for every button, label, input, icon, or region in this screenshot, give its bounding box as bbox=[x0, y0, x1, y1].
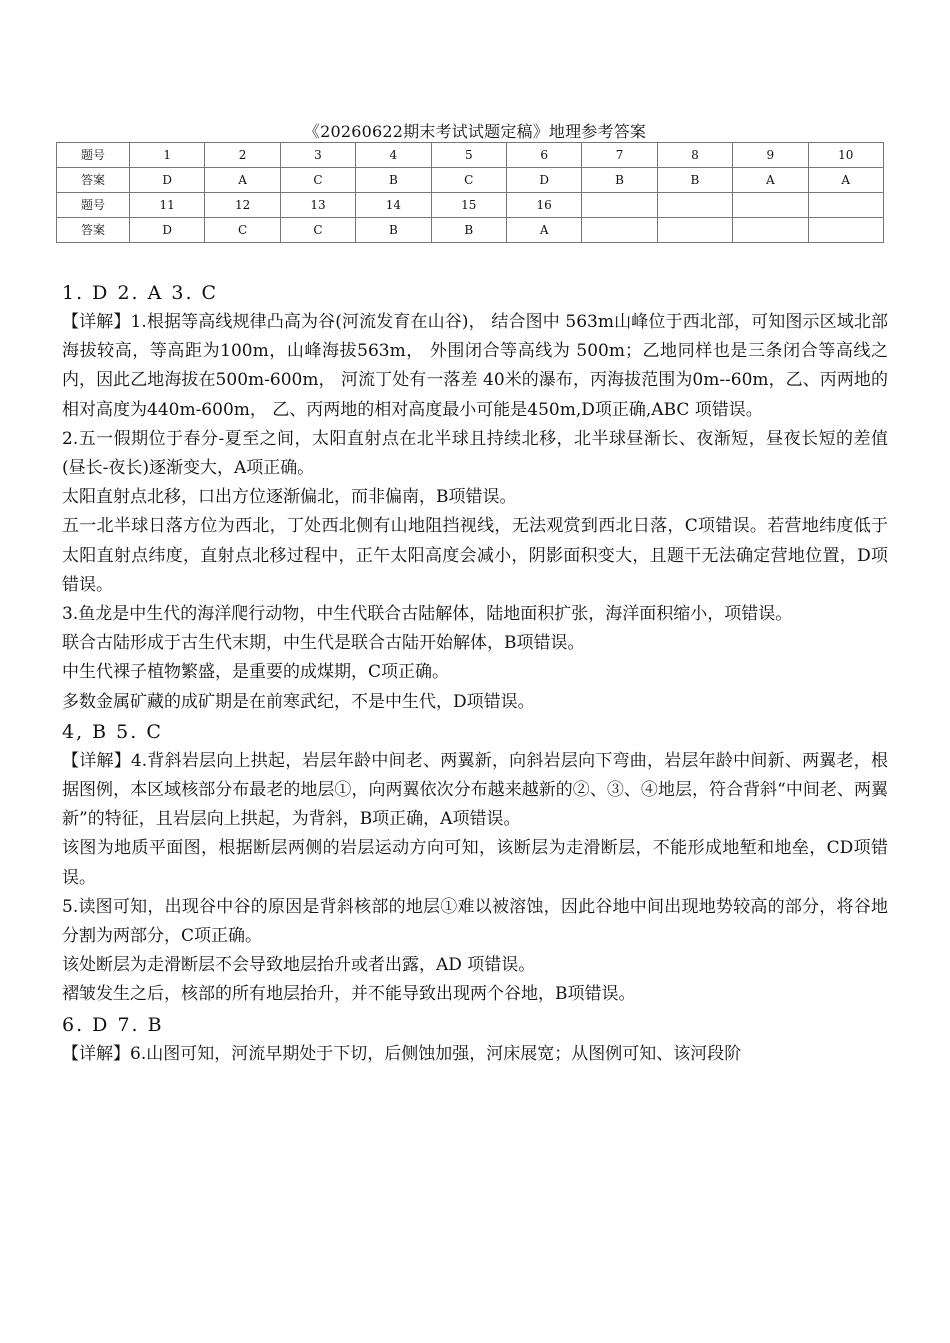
table-cell: 16 bbox=[506, 193, 581, 218]
table-cell: 8 bbox=[657, 143, 732, 168]
table-cell: D bbox=[506, 168, 581, 193]
table-cell: A bbox=[205, 168, 280, 193]
table-cell bbox=[733, 193, 808, 218]
table-cell: 13 bbox=[280, 193, 355, 218]
text-paragraph: 太阳直射点北移，口出方位逐渐偏北，而非偏南，B项错误。 bbox=[62, 487, 517, 508]
table-cell: 1 bbox=[130, 143, 205, 168]
table-cell: A bbox=[808, 168, 883, 193]
table-row bbox=[57, 218, 884, 243]
table-cell: C bbox=[280, 218, 355, 243]
table-cell: D bbox=[130, 218, 205, 243]
text-paragraph: 中生代裸子植物繁盛，是重要的成煤期，C项正确。 bbox=[62, 662, 450, 683]
text-paragraph: 2.五一假期位于春分-夏至之间，太阳直射点在北半球且持续北移，北半球昼渐长、夜渐短，昼夜长短的差值 (昼长-夜长)逐渐变大，A项正确。 bbox=[62, 428, 888, 479]
text-paragraph: 多数金属矿藏的成矿期是在前寒武纪，不是中生代，D项错误。 bbox=[62, 691, 535, 712]
table-cell: 4 bbox=[356, 143, 431, 168]
answer-line-6-7: 6. D 7. B bbox=[62, 1013, 164, 1036]
table-cell: 12 bbox=[205, 193, 280, 218]
document-title: 《20260622期末考试试题定稿》地理参考答案 bbox=[303, 122, 647, 141]
table-cell: 10 bbox=[808, 143, 883, 168]
table-cell: C bbox=[280, 168, 355, 193]
text-paragraph: 该处断层为走滑断层不会导致地层抬升或者出露，AD 项错误。 bbox=[62, 955, 536, 976]
table-cell: 9 bbox=[733, 143, 808, 168]
answer-line-4-5: 4, B 5. C bbox=[62, 720, 163, 743]
table-cell: 14 bbox=[356, 193, 431, 218]
table-cell: 2 bbox=[205, 143, 280, 168]
table-cell: 15 bbox=[431, 193, 506, 218]
table-cell: C bbox=[431, 168, 506, 193]
table-row bbox=[57, 193, 884, 218]
table-cell: 6 bbox=[506, 143, 581, 168]
table-cell: B bbox=[356, 168, 431, 193]
table-cell: 11 bbox=[130, 193, 205, 218]
table-cell bbox=[733, 218, 808, 243]
table-cell: D bbox=[130, 168, 205, 193]
table-cell: B bbox=[356, 218, 431, 243]
text-paragraph: 该图为地质平面图，根据断层两侧的岩层运动方向可知，该断层为走滑断层，不能形成地堑和地垒，CD项错误。 bbox=[62, 838, 888, 888]
table-cell bbox=[582, 193, 657, 218]
row-label: 答案 bbox=[57, 168, 130, 193]
text-paragraph: 褶皱发生之后，核部的所有地层抬升，并不能导致出现两个谷地，B项错误。 bbox=[62, 984, 636, 1005]
table-row bbox=[57, 143, 884, 168]
text-paragraph: 5.读图可知，出现谷中谷的原因是背斜核部的地层①难以被溶蚀，因此谷地中间出现地势较高的部分，将谷地分割为两部分，C项正确。 bbox=[62, 896, 888, 947]
table-cell: B bbox=[657, 168, 732, 193]
table-cell: B bbox=[582, 168, 657, 193]
table-row bbox=[57, 168, 884, 193]
text-paragraph: 3.鱼龙是中生代的海洋爬行动物，中生代联合古陆解体，陆地面积扩张，海洋面积缩小，项错误。 bbox=[62, 604, 793, 625]
answer-line-1-3: 1. D 2. A 3. C bbox=[62, 282, 219, 304]
row-label: 题号 bbox=[57, 143, 130, 168]
detail-paragraph-q6: 【详解】6.山图可知，河流早期处于下切，后侧蚀加强，河床展宽；从图例可知、该河段阶 bbox=[62, 1043, 742, 1064]
detail-paragraph-q1: 【详解】1.根据等高线规律凸高为谷(河流发育在山谷)， 结合图中 563m山峰位于西北部，可知图示区域北部海拔较高，等高距为100m，山峰海拔563m， 外围闭合等高线为 500m；乙地同样也是三条闭合等高线之内，因此乙地海拔在500m-600m， 河流丁处有一落差 40米的瀑布，丙海拔范围为0m--60m，乙、丙两地的相对高度为440m-600m， 乙、丙两地的相对高度最小可能是450m,D项正确,ABC 项错误。 bbox=[62, 312, 888, 420]
row-label: 答案 bbox=[57, 218, 130, 243]
table-cell: A bbox=[506, 218, 581, 243]
table-cell: 5 bbox=[431, 143, 506, 168]
table-cell bbox=[582, 218, 657, 243]
detail-paragraph-q4: 【详解】4.背斜岩层向上拱起，岩层年龄中间老、两翼新，向斜岩层向下弯曲，岩层年龄中间新、两翼老，根据图例，本区域核部分布最老的地层①，向两翼依次分布越来越新的②、③、④地层，符合背斜“中间老、两翼新”的特征，且岩层向上拱起，为背斜，B项正确，A项错误。 bbox=[62, 750, 888, 830]
row-label: 题号 bbox=[57, 193, 130, 218]
answer-explanations bbox=[62, 278, 888, 1069]
table-cell bbox=[657, 218, 732, 243]
table-cell: B bbox=[431, 218, 506, 243]
table-cell: 3 bbox=[280, 143, 355, 168]
text-paragraph: 联合古陆形成于古生代末期，中生代是联合古陆开始解体，B项错误。 bbox=[62, 633, 585, 654]
table-cell bbox=[808, 193, 883, 218]
table-cell: A bbox=[733, 168, 808, 193]
table-cell: 7 bbox=[582, 143, 657, 168]
text-paragraph: 五一北半球日落方位为西北，丁处西北侧有山地阻挡视线，无法观赏到西北日落，C项错误。若营地纬度低于太阳直射点纬度，直射点北移过程中，正午太阳高度会减小，阴影面积变大，且题干无法确定营地位置，D项错误。 bbox=[62, 516, 888, 595]
table-cell: C bbox=[205, 218, 280, 243]
table-cell bbox=[808, 218, 883, 243]
answer-table bbox=[56, 142, 884, 243]
table-cell bbox=[657, 193, 732, 218]
